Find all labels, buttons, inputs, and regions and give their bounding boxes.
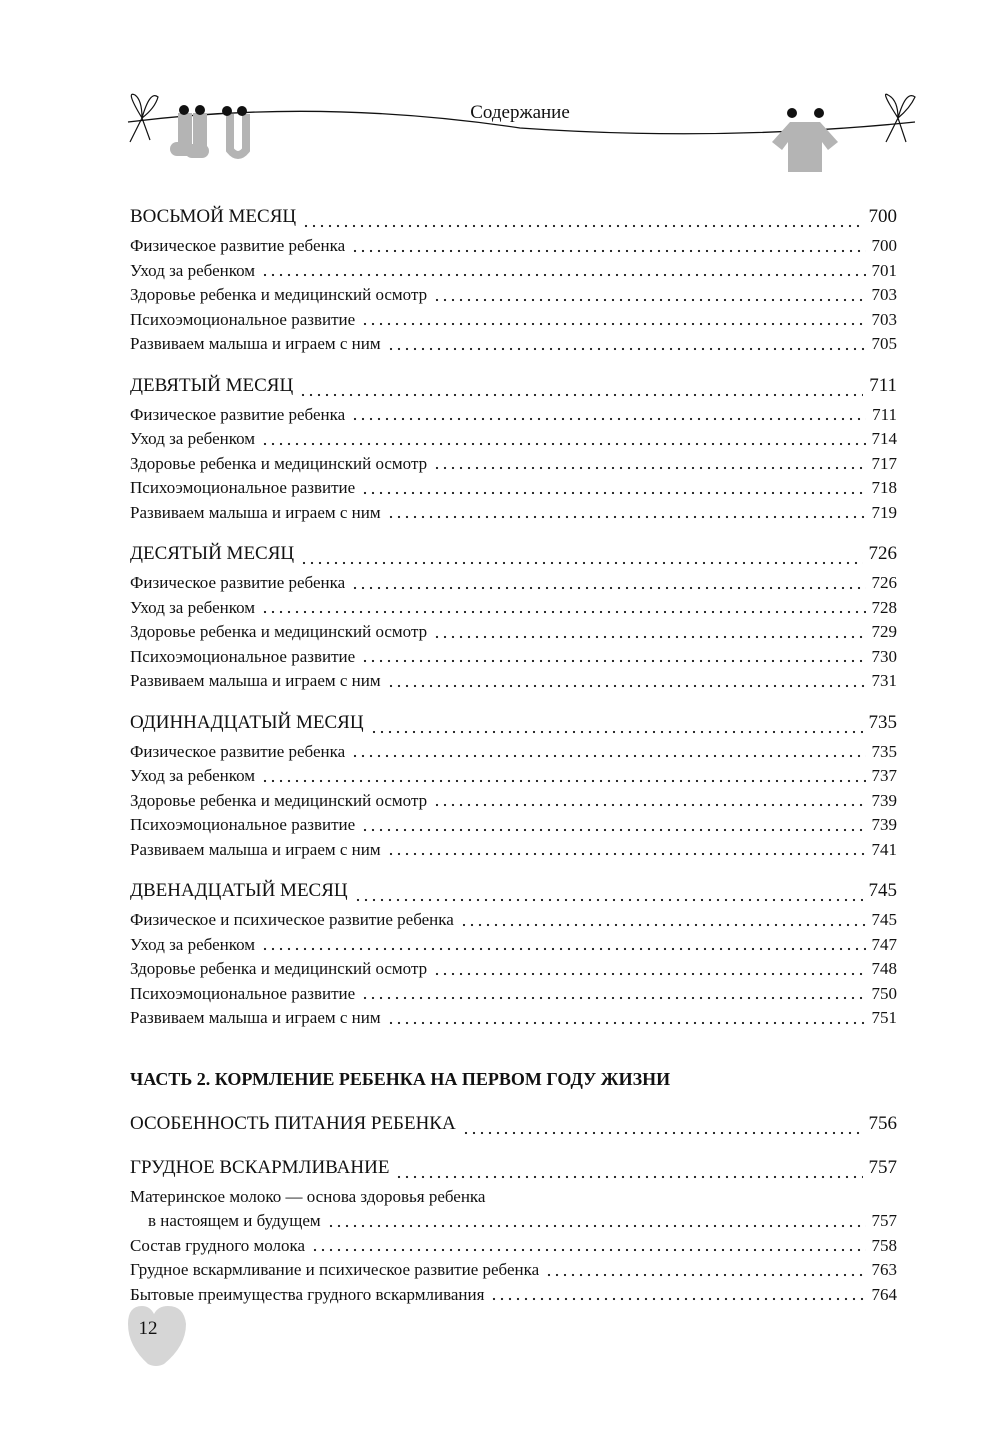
toc-chapter-entry[interactable] xyxy=(130,200,897,234)
toc-section-entry[interactable] xyxy=(130,1209,897,1234)
toc-entry-title: Здоровье ребенка и медицинский осмотр xyxy=(130,622,428,641)
toc-page-number: 748 xyxy=(871,959,897,978)
toc-page-number: 758 xyxy=(871,1235,897,1255)
clothesline-ornament xyxy=(120,80,920,180)
toc-page-number: 700 xyxy=(871,236,897,255)
toc-entry-title: Материнское молоко — основа здоровья ребенка xyxy=(130,1186,486,1206)
toc-entry-title: Уход за ребенком xyxy=(130,934,256,954)
toc-entry-title-continuation: в настоящем и будущем xyxy=(148,1211,321,1230)
running-header xyxy=(120,80,920,180)
leader-dots xyxy=(361,828,865,832)
toc-page-number: 745 xyxy=(871,910,897,929)
leader-dots xyxy=(354,898,863,902)
toc-entry-title: ГРУДНОЕ ВСКАРМЛИВАНИЕ xyxy=(130,1156,390,1178)
toc-chapter-entry[interactable] xyxy=(130,1151,897,1185)
toc-entry-title: Развиваем малыша и играем с ним xyxy=(130,839,381,859)
leader-dots xyxy=(261,610,865,614)
toc-page-number: 703 xyxy=(871,309,897,329)
toc-entry-title: Психоэмоциональное развитие xyxy=(130,646,356,666)
toc-entry-title: ДЕВЯТЫЙ МЕСЯЦ xyxy=(130,374,294,396)
toc-chapter-entry[interactable] xyxy=(130,874,897,908)
toc-page-number: 705 xyxy=(871,334,897,353)
toc-entry-title: Развиваем малыша и играем с ним xyxy=(130,334,381,353)
page-header-title: Содержание xyxy=(470,102,570,123)
toc-page-number: 728 xyxy=(871,597,897,617)
leader-dots xyxy=(261,779,865,783)
toc-entry-title: Здоровье ребенка и медицинский осмотр xyxy=(130,959,428,978)
leader-dots xyxy=(370,730,863,734)
toc-entry-title: Физическое и психическое развитие ребенка xyxy=(130,910,454,929)
toc-page-number: 739 xyxy=(871,790,897,810)
toc-page-number: 711 xyxy=(869,374,897,396)
toc-section-entry[interactable] xyxy=(130,234,897,259)
toc-page-number: 757 xyxy=(868,1156,897,1178)
toc-section-entry[interactable] xyxy=(130,501,897,526)
toc-page-number: 764 xyxy=(871,1284,897,1304)
toc-section-entry[interactable] xyxy=(130,596,897,621)
toc-entry-title: Уход за ребенком xyxy=(130,766,256,785)
toc-section-entry[interactable] xyxy=(130,1283,897,1308)
leader-dots xyxy=(361,659,865,663)
leader-dots xyxy=(361,996,865,1000)
toc-chapter-entry[interactable] xyxy=(130,706,897,740)
toc-page-number: 730 xyxy=(871,646,897,666)
toc-entry-title: Физическое развитие ребенка xyxy=(130,404,346,424)
toc-section-entry[interactable] xyxy=(130,740,897,765)
toc-page-number: 745 xyxy=(868,880,897,901)
toc-section-entry[interactable] xyxy=(130,332,897,357)
leader-dots xyxy=(261,947,865,951)
toc-entry-title: Физическое развитие ребенка xyxy=(130,741,346,761)
toc-page-number: 726 xyxy=(868,543,897,564)
toc-section-entry[interactable] xyxy=(130,452,897,477)
toc-page-number: 729 xyxy=(871,622,897,641)
toc-entry-title: Здоровье ребенка и медицинский осмотр xyxy=(130,790,428,810)
leader-dots xyxy=(351,586,865,590)
toc-section-entry[interactable] xyxy=(130,283,897,308)
toc-section-entry[interactable] xyxy=(130,1006,897,1031)
toc-section-entry[interactable] xyxy=(130,259,897,284)
toc-page-number: 735 xyxy=(871,741,897,761)
toc-section-entry[interactable] xyxy=(130,982,897,1007)
leader-dots xyxy=(299,393,863,397)
toc-page-number: 741 xyxy=(871,839,897,859)
toc-entry-title: Уход за ребенком xyxy=(130,597,256,617)
toc-page-number: 751 xyxy=(871,1008,897,1027)
leader-dots xyxy=(545,1273,865,1277)
toc-section-entry[interactable] xyxy=(130,669,897,694)
toc-page-number: 739 xyxy=(871,815,897,834)
table-of-contents xyxy=(130,200,897,1307)
leader-dots xyxy=(387,515,866,519)
toc-entry-title: ДВЕНАДЦАТЫЙ МЕСЯЦ xyxy=(130,880,348,901)
toc-entry-title: Уход за ребенком xyxy=(130,429,256,448)
toc-section-entry[interactable] xyxy=(130,933,897,958)
toc-entry-title: Бытовые преимущества грудного вскармливания xyxy=(130,1284,485,1304)
leader-dots xyxy=(433,298,865,302)
toc-chapter-entry[interactable] xyxy=(130,537,897,571)
toc-entry-title: Здоровье ребенка и медицинский осмотр xyxy=(130,285,428,304)
page-number-badge xyxy=(128,1306,192,1366)
toc-section-entry[interactable] xyxy=(130,908,897,933)
toc-entry-title: Здоровье ребенка и медицинский осмотр xyxy=(130,453,428,473)
toc-section-entry[interactable] xyxy=(130,308,897,333)
toc-section-entry[interactable] xyxy=(130,764,897,789)
toc-section-entry[interactable] xyxy=(130,838,897,863)
toc-page-number: 750 xyxy=(871,983,897,1003)
leader-dots xyxy=(261,442,865,446)
toc-page-number: 747 xyxy=(871,934,897,954)
toc-page-number: 700 xyxy=(868,206,897,227)
toc-section-entry[interactable] xyxy=(130,427,897,452)
leader-dots xyxy=(433,972,865,976)
toc-page-number: 756 xyxy=(868,1112,897,1134)
toc-entry-title: Психоэмоциональное развитие xyxy=(130,815,356,834)
toc-entry-title: Грудное вскармливание и психическое развитие ребенка xyxy=(130,1260,540,1279)
toc-page-number: 757 xyxy=(871,1211,897,1230)
leader-dots xyxy=(387,684,866,688)
toc-section-entry[interactable] xyxy=(130,476,897,501)
leader-dots xyxy=(433,466,865,470)
toc-page-number: 701 xyxy=(871,260,897,280)
toc-page-number: 714 xyxy=(871,429,897,448)
toc-section-entry[interactable] xyxy=(130,1234,897,1259)
toc-page-number: 735 xyxy=(868,711,897,733)
toc-entry-title: Развиваем малыша и играем с ним xyxy=(130,671,381,690)
toc-page-number: 763 xyxy=(871,1260,897,1279)
toc-page-number: 718 xyxy=(871,478,897,497)
toc-section-entry[interactable] xyxy=(130,957,897,982)
toc-page-number: 719 xyxy=(871,502,897,522)
leader-dots xyxy=(460,923,866,927)
toc-entry-title: Развиваем малыша и играем с ним xyxy=(130,502,381,522)
leader-dots xyxy=(351,754,865,758)
toc-entry-title: Физическое развитие ребенка xyxy=(130,573,346,592)
toc-page-number: 726 xyxy=(871,573,897,592)
toc-entry-title: Психоэмоциональное развитие xyxy=(130,983,356,1003)
toc-entry-title: Психоэмоциональное развитие xyxy=(130,309,356,329)
toc-entry-title: Развиваем малыша и играем с ним xyxy=(130,1008,381,1027)
leader-dots xyxy=(361,491,865,495)
leader-dots xyxy=(462,1131,863,1135)
toc-section-entry[interactable] xyxy=(130,789,897,814)
leader-dots xyxy=(387,347,866,351)
toc-section-entry[interactable] xyxy=(130,1258,897,1283)
toc-page-number: 711 xyxy=(872,404,897,424)
toc-entry-title: ОДИННАДЦАТЫЙ МЕСЯЦ xyxy=(130,711,364,733)
toc-page-number: 731 xyxy=(871,671,897,690)
leader-dots xyxy=(302,224,862,228)
toc-section-entry[interactable] xyxy=(130,645,897,670)
toc-section-entry[interactable] xyxy=(130,403,897,428)
toc-chapter-entry[interactable] xyxy=(130,369,897,403)
leader-dots xyxy=(387,852,866,856)
toc-entry-title: Уход за ребенком xyxy=(130,260,256,280)
leader-dots xyxy=(395,1175,862,1179)
toc-entry-title: ВОСЬМОЙ МЕСЯЦ xyxy=(130,206,297,227)
part-heading: ЧАСТЬ 2. КОРМЛЕНИЕ РЕБЕНКА НА ПЕРВОМ ГОДУ ЖИЗНИ xyxy=(130,1068,671,1089)
toc-page-number: 717 xyxy=(871,453,897,473)
leader-dots xyxy=(361,322,865,326)
toc-entry-title: ОСОБЕННОСТЬ ПИТАНИЯ РЕБЕНКА xyxy=(130,1112,456,1134)
leader-dots xyxy=(300,561,862,565)
leader-dots xyxy=(490,1297,865,1301)
toc-page-number: 737 xyxy=(871,766,897,785)
toc-section-entry[interactable] xyxy=(130,813,897,838)
toc-chapter-entry[interactable] xyxy=(130,1107,897,1141)
leader-dots xyxy=(351,249,865,253)
toc-entry-title: Состав грудного молока xyxy=(130,1235,306,1255)
page-number: 12 xyxy=(138,1318,158,1339)
toc-section-entry[interactable] xyxy=(130,571,897,596)
leader-dots xyxy=(327,1224,866,1228)
leader-dots xyxy=(433,635,865,639)
leader-dots xyxy=(433,803,865,807)
leader-dots xyxy=(387,1021,866,1025)
leader-dots xyxy=(261,273,865,277)
toc-page-number: 703 xyxy=(871,285,897,304)
toc-entry-title: ДЕСЯТЫЙ МЕСЯЦ xyxy=(130,543,295,564)
toc-entry-title: Психоэмоциональное развитие xyxy=(130,478,356,497)
leader-dots xyxy=(351,417,866,421)
toc-entry-title: Физическое развитие ребенка xyxy=(130,236,346,255)
leader-dots xyxy=(311,1248,865,1252)
toc-section-entry[interactable] xyxy=(130,620,897,645)
toc-entry-title-line xyxy=(130,1185,897,1210)
